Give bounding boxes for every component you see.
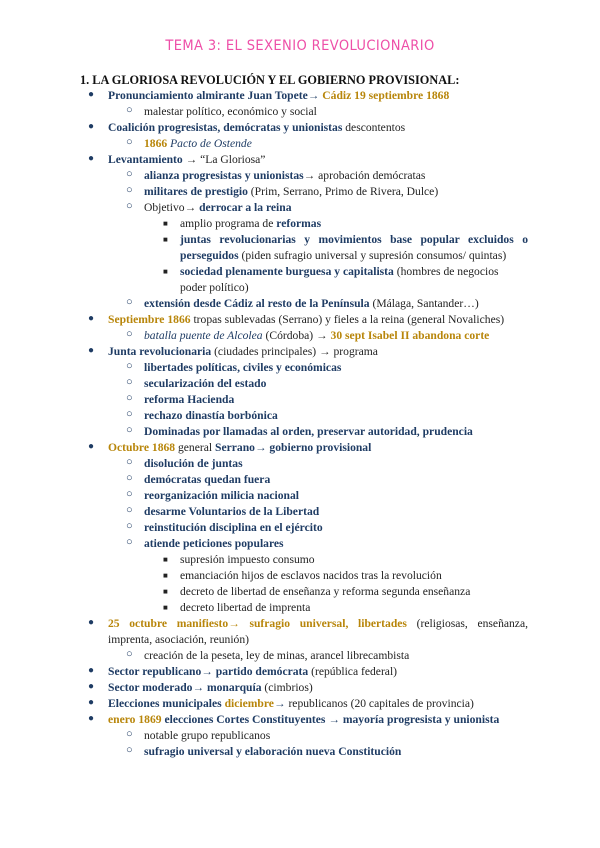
bullet-marker: ○ (126, 168, 133, 180)
list-item: reorganización milicia nacional (144, 489, 299, 502)
list-item: Dominadas por llamadas al orden, preservar autoridad, prudencia (144, 425, 473, 438)
list-item: extensión desde Cádiz al resto de la Península (Málaga, Santander…) (144, 297, 479, 310)
bullet-marker: ● (88, 313, 95, 324)
bullet-marker: ○ (126, 488, 133, 500)
bullet-marker: ○ (126, 648, 133, 660)
bullet-marker: ● (88, 617, 95, 628)
list-item: sociedad plenamente burguesa y capitalista (hombres de negocios (180, 265, 499, 278)
bullet-marker: ○ (126, 472, 133, 484)
bullet-marker: ● (88, 153, 95, 164)
bullet-marker: ● (88, 697, 95, 708)
list-item: amplio programa de reformas (180, 217, 322, 230)
bullet-marker: ○ (126, 360, 133, 372)
list-item: reforma Hacienda (144, 393, 235, 406)
bullet-marker: ○ (126, 424, 133, 436)
bullet-marker: ○ (126, 296, 133, 308)
bullet-marker: ○ (126, 328, 133, 340)
section-heading: 1. LA GLORIOSA REVOLUCIÓN Y EL GOBIERNO PROVISIONAL: (80, 73, 460, 87)
list-item: Octubre 1868 general Serrano→ gobierno provisional (108, 441, 372, 454)
list-item: secularización del estado (144, 377, 267, 390)
bullet-marker: ○ (126, 744, 133, 756)
list-item: decreto libertad de imprenta (180, 601, 311, 614)
list-item: juntas revolucionarias y movimientos base popular excluidos o (180, 233, 528, 246)
bullet-marker: ○ (126, 536, 133, 548)
bullet-marker: ○ (126, 728, 133, 740)
list-item: libertades políticas, civiles y económicas (144, 361, 342, 374)
bullet-marker: ○ (126, 200, 133, 212)
list-item: Objetivo→ derrocar a la reina (144, 201, 292, 214)
list-item: 1866 Pacto de Ostende (144, 137, 252, 150)
bullet-marker: ○ (126, 104, 133, 116)
bullet-marker: ● (88, 665, 95, 676)
list-item: Septiembre 1866 tropas sublevadas (Serrano) y fieles a la reina (general Novaliches) (108, 313, 505, 326)
list-item: Pronunciamiento almirante Juan Topete→ Cádiz 19 septiembre 1868 (108, 89, 450, 102)
bullet-marker: ■ (163, 555, 168, 564)
list-item-continuation: perseguidos (piden sufragio universal y supresión consumos/ quintas) (180, 249, 507, 262)
bullet-marker: ○ (126, 504, 133, 516)
bullet-marker: ○ (126, 408, 133, 420)
list-item: Coalición progresistas, demócratas y unionistas descontentos (108, 121, 406, 134)
bullet-marker: ■ (163, 219, 168, 228)
list-item: atiende peticiones populares (144, 537, 284, 550)
bullet-marker: ○ (126, 184, 133, 196)
list-item: militares de prestigio (Prim, Serrano, Primo de Rivera, Dulce) (144, 185, 439, 198)
list-item: decreto de libertad de enseñanza y reforma segunda enseñanza (180, 585, 471, 598)
list-item-continuation: imprenta, asociación, reunión) (108, 633, 250, 646)
list-item: enero 1869 elecciones Cortes Constituyentes → mayoría progresista y unionista (108, 713, 500, 726)
list-item: rechazo dinastía borbónica (144, 409, 278, 422)
list-item: malestar político, económico y social (144, 105, 317, 118)
bullet-marker: ○ (126, 392, 133, 404)
list-item: batalla puente de Alcolea (Córdoba) → 30 sept Isabel II abandona corte (144, 329, 490, 342)
list-item-continuation: poder político) (180, 281, 249, 294)
bullet-marker: ○ (126, 520, 133, 532)
list-item: supresión impuesto consumo (180, 553, 315, 566)
list-item: Junta revolucionaria (ciudades principales) → programa (108, 345, 378, 358)
list-item: Levantamiento → “La Gloriosa” (108, 153, 266, 166)
list-item: creación de la peseta, ley de minas, arancel librecambista (144, 649, 410, 662)
list-item: 25 octubre manifiesto→ sufragio universal, libertades (religiosas, enseñanza, (108, 617, 528, 630)
bullet-marker: ● (88, 713, 95, 724)
list-item: Elecciones municipales diciembre→ republicanos (20 capitales de provincia) (108, 697, 474, 710)
list-item: notable grupo republicanos (144, 729, 271, 742)
bullet-marker: ● (88, 681, 95, 692)
bullet-marker: ○ (126, 376, 133, 388)
bullet-marker: ● (88, 345, 95, 356)
bullet-marker: ● (88, 89, 95, 100)
bullet-marker: ■ (163, 587, 168, 596)
list-item: sufragio universal y elaboración nueva Constitución (144, 745, 402, 758)
list-item: desarme Voluntarios de la Libertad (144, 505, 320, 518)
list-item: alianza progresistas y unionistas→ aprobación demócratas (144, 169, 426, 182)
list-item: Sector republicano→ partido demócrata (república federal) (108, 665, 398, 678)
bullet-marker: ■ (163, 267, 168, 276)
list-item: emanciación hijos de esclavos nacidos tras la revolución (180, 569, 442, 582)
bullet-marker: ■ (163, 603, 168, 612)
list-item: disolución de juntas (144, 457, 243, 470)
page-title: TEMA 3: EL SEXENIO REVOLUCIONARIO (165, 38, 435, 54)
bullet-marker: ● (88, 441, 95, 452)
bullet-marker: ■ (163, 571, 168, 580)
list-item: Sector moderado→ monarquía (cimbrios) (108, 681, 313, 694)
bullet-marker: ○ (126, 456, 133, 468)
bullet-marker: ● (88, 121, 95, 132)
list-item: reinstitución disciplina en el ejército (144, 521, 323, 534)
list-item: demócratas quedan fuera (144, 473, 271, 486)
bullet-marker: ○ (126, 136, 133, 148)
bullet-marker: ■ (163, 235, 168, 244)
